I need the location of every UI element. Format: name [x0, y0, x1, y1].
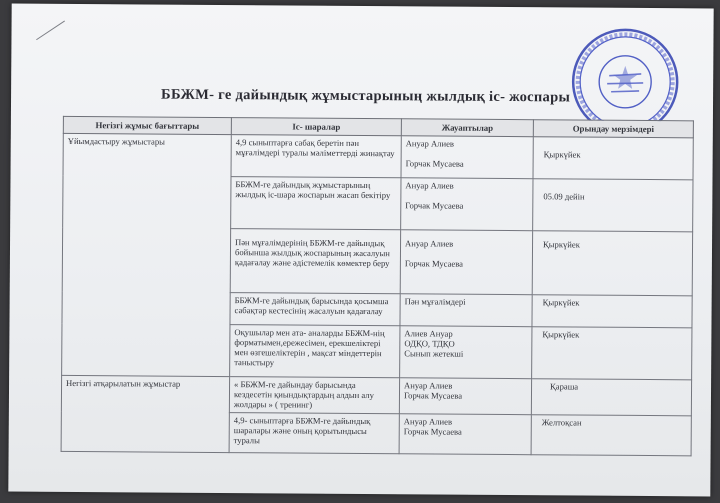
- deadline-cell: [533, 137, 693, 180]
- responsible-name: Горчак Мусаева: [403, 390, 463, 401]
- activity-cell: Пән мұғалімдерінің ББЖМ-ге дайындық бойынша жылдық жоспарының жасалуын қадағалау және әдістемелік көмектер беру: [230, 229, 400, 294]
- header-activities: Іс- шаралар: [231, 118, 401, 136]
- header-responsible: Жауаптылар: [401, 119, 533, 137]
- responsible-name: Ануар Алиев: [403, 416, 453, 427]
- responsible-name: Горчак Мусаева: [404, 258, 464, 269]
- responsible-name: Ануар Алиев: [405, 138, 454, 149]
- responsible-name: ОДҚО, ТДҚО: [404, 338, 455, 349]
- responsible-name: Ануар Алиев: [405, 180, 454, 191]
- deadline-cell: Қыркүйек: [532, 327, 692, 380]
- responsible-name: Ануар Алиев: [404, 380, 453, 391]
- deadline-cell: Қыркүйек: [532, 231, 692, 296]
- activity-cell: ББЖМ-ге дайындық жұмыстарының жылдық іс-шара жоспарын жасап бекітіру: [231, 177, 401, 230]
- responsible-cell: [399, 378, 531, 415]
- activity-cell: 4,9 сыныптарға сабақ беретін пән мұғалімдері туралы мәліметтерді жинақтау: [231, 135, 401, 178]
- responsible-name: Пән мұғалімдері: [404, 296, 466, 307]
- table-row: [63, 133, 693, 179]
- responsible-cell: [400, 294, 532, 327]
- responsible-name: Сынып жетекші: [404, 348, 464, 359]
- deadline-cell: Қыркүйек: [532, 295, 692, 328]
- deadline-cell: [533, 179, 693, 232]
- responsible-cell: [399, 414, 531, 455]
- responsible-name: Горчак Мусаева: [403, 426, 462, 437]
- deadline-cell: Желтоқсан: [531, 415, 691, 456]
- header-directions: Негізгі жұмыс бағыттары: [63, 116, 231, 134]
- responsible-name: Ануар Алиев: [405, 238, 454, 249]
- activity-cell: « ББЖМ-ге дайындау барысында кездесетін қиындықтардың алдын алу жолдары » ( тренинг): [229, 377, 399, 414]
- deadline-text: Қыркүйек: [543, 149, 581, 160]
- plan-table: [61, 116, 694, 456]
- document-title: ББЖМ- ге дайындық жұмыстарының жылдық іс- жоспары: [161, 86, 571, 106]
- responsible-cell: [401, 136, 533, 179]
- pen-mark: [36, 21, 65, 41]
- header-deadlines: Орындау мерзімдері: [533, 120, 693, 138]
- document-page: [8, 4, 713, 497]
- responsible-cell: [401, 178, 533, 231]
- activity-cell: ББЖМ-ге дайындық барысында қосымша сабақтар кестесінің жасалуын қадағалау: [230, 293, 400, 326]
- responsible-name: Горчак Мусаева: [405, 158, 464, 169]
- responsible-cell: [400, 230, 532, 295]
- responsible-name: Горчак Мусаева: [405, 200, 464, 211]
- responsible-name: Алиев Ануар: [404, 328, 453, 339]
- direction-main: Негізгі атқарылатын жұмыстар: [61, 375, 230, 452]
- deadline-text: 05.09 дейін: [543, 191, 585, 202]
- direction-organizational: Ұйымдастыру жұмыстары: [62, 133, 232, 376]
- activity-cell: Оқушылар мен ата- аналарды ББЖМ-нің форматымен,ережесімен, ерекшеліктері мен өзгешеліктерін , мақсат міндеттерін таныстыру: [230, 325, 400, 378]
- activity-cell: 4,9- сыныптарға ББЖМ-ге дайындық шаралары және оның қорытындысы туралы: [229, 413, 399, 454]
- responsible-cell: [400, 326, 532, 379]
- table-row: [61, 375, 691, 415]
- deadline-cell: Қараша: [531, 379, 691, 416]
